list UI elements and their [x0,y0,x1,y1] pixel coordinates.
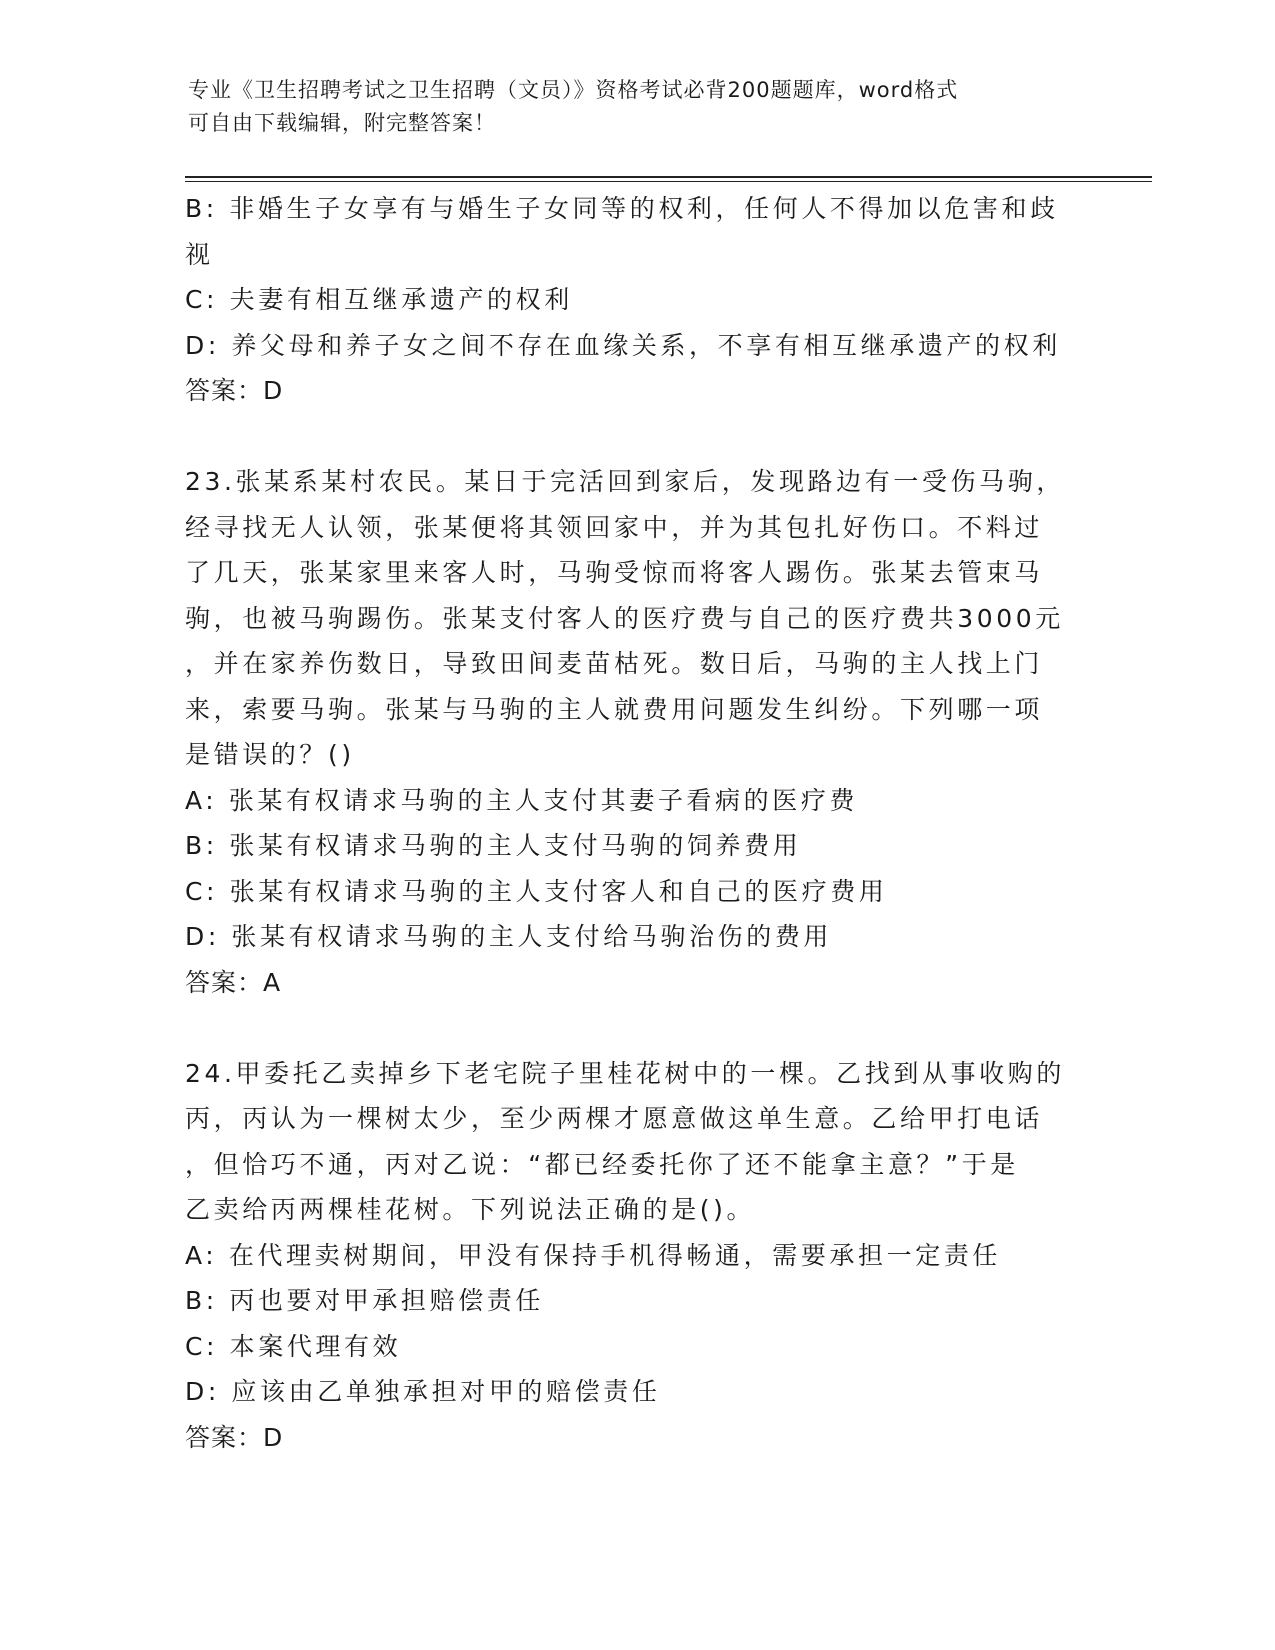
question-stem-line: 来，索要马驹。张某与马驹的主人就费用问题发生纠纷。下列哪一项 [185,694,1044,724]
spacer [185,414,1085,460]
header-line-1: 专业《卫生招聘考试之卫生招聘（文员）》资格考试必背200题题库，word格式 [188,78,959,102]
option-d: D: 应该由乙单独承担对甲的赔偿责任 [185,1377,661,1406]
answer-label: 答案：A [185,967,282,997]
header-divider-thin [185,181,1152,182]
option-c: C: 张某有权请求马驹的主人支付客人和自己的医疗费用 [185,876,888,906]
question-stem-line: 乙卖给丙两棵桂花树。下列说法正确的是()。 [185,1195,756,1224]
option-b: B: 丙也要对甲承担赔偿责任 [185,1286,544,1315]
question-stem-line: 是错误的？() [185,740,355,769]
question-stem-line: 了几天，张某家里来客人时，马驹受惊而将客人踢伤。张某去管束马 [185,558,1044,587]
option-b-line-1: B: 非婚生子女享有与婚生子女同等的权利，任何人不得加以危害和歧 [185,194,1059,223]
option-d: D: 张某有权请求马驹的主人支付给马驹治伤的费用 [185,922,833,951]
spacer [185,1005,1085,1051]
answer-label: 答案：D [185,376,284,405]
option-a: A: 在代理卖树期间，甲没有保持手机得畅通，需要承担一定责任 [185,1240,1002,1270]
option-d: D: 养父母和养子女之间不存在血缘关系，不享有相互继承遗产的权利 [185,330,1061,360]
question-stem-line: 驹，也被马驹踢伤。张某支付客人的医疗费与自己的医疗费共3000元 [185,603,1064,633]
question-block-23 [185,459,1085,1005]
option-c: C: 本案代理有效 [185,1331,402,1361]
option-c: C: 夫妻有相互继承遗产的权利 [185,285,573,314]
question-block-22 [185,186,1085,414]
question-stem-line: ，但恰巧不通，丙对乙说：“都已经委托你了还不能拿主意？”于是 [185,1149,1019,1179]
header-divider-thick [185,176,1152,178]
question-stem-line: ，并在家养伤数日，导致田间麦苗枯死。数日后，马驹的主人找上门 [185,649,1044,678]
option-b-line-2: 视 [185,239,214,269]
option-a: A: 张某有权请求马驹的主人支付其妻子看病的医疗费 [185,785,859,815]
question-block-24 [185,1051,1085,1461]
option-b: B: 张某有权请求马驹的主人支付马驹的饲养费用 [185,831,802,860]
question-stem-line: 24.甲委托乙卖掉乡下老宅院子里桂花树中的一棵。乙找到从事收购的 [185,1058,1065,1088]
document-body [185,186,1085,1460]
question-stem-line: 丙，丙认为一棵树太少，至少两棵才愿意做这单生意。乙给甲打电话 [185,1104,1044,1133]
answer-label: 答案：D [185,1422,284,1452]
question-stem-line: 经寻找无人认领，张某便将其领回家中，并为其包扎好伤口。不料过 [185,512,1044,542]
header-line-2: 可自由下载编辑，附完整答案！ [188,111,496,135]
document-header [188,74,1068,140]
question-stem-line: 23.张某系某村农民。某日于完活回到家后，发现路边有一受伤马驹， [185,467,1065,496]
